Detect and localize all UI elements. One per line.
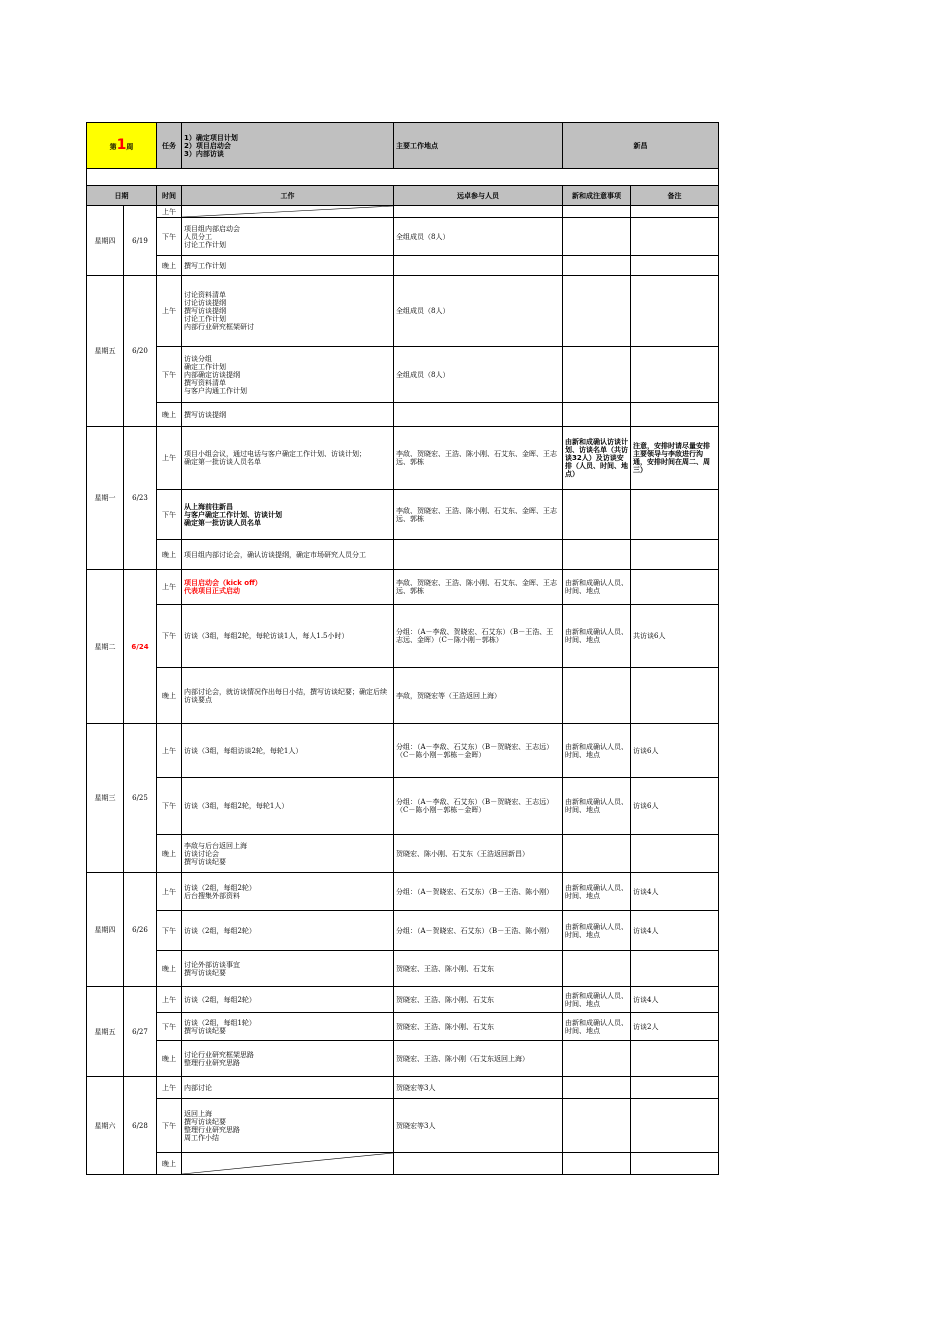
time-cell: 下午 bbox=[157, 1099, 182, 1153]
location-value: 新昌 bbox=[563, 123, 719, 169]
table-row bbox=[87, 778, 719, 835]
notes-cell: 由新和成确认人员、时间、地点 bbox=[563, 873, 631, 911]
date-cell: 6/24 bbox=[124, 570, 157, 724]
people-cell: 贺晓宏、王浩、陈小刚、石艾东 bbox=[394, 987, 563, 1013]
column-header-row bbox=[87, 186, 719, 206]
date-cell: 6/25 bbox=[124, 724, 157, 873]
table-row bbox=[87, 1013, 719, 1041]
remarks-cell bbox=[631, 1099, 719, 1153]
table-row bbox=[87, 987, 719, 1013]
people-cell: 李敌，贺晓宏等（王浩返回上海） bbox=[394, 668, 563, 724]
table-row bbox=[87, 1099, 719, 1153]
notes-cell bbox=[563, 1099, 631, 1153]
notes-cell: 由新和成确认人员、时间、地点 bbox=[563, 724, 631, 778]
date-cell: 6/27 bbox=[124, 987, 157, 1077]
time-cell: 晚上 bbox=[157, 951, 182, 987]
week-suffix: 周 bbox=[126, 142, 134, 151]
work-cell: 项目小组会议，通过电话与客户确定工作计划、访谈计划； 确定第一批访谈人员名单 bbox=[182, 427, 394, 490]
people-cell: 李敌、贺晓宏、王浩、陈小刚、石艾东、金晖、王志远、郭栋 bbox=[394, 427, 563, 490]
header-row bbox=[87, 123, 719, 169]
notes-cell: 由新和成确认人员、时间、地点 bbox=[563, 911, 631, 951]
remarks-cell bbox=[631, 1077, 719, 1099]
people-cell: 李敌、贺晓宏、王浩、陈小刚、石艾东、金晖、王志远、郭栋 bbox=[394, 490, 563, 540]
weekday-cell: 星期四 bbox=[87, 873, 124, 987]
table-row bbox=[87, 403, 719, 427]
remarks-cell bbox=[631, 1041, 719, 1077]
table-row bbox=[87, 256, 719, 276]
table-row bbox=[87, 873, 719, 911]
work-cell: 讨论资料清单 讨论访谈提纲 撰写访谈提纲 讨论工作计划 内部行业研究框架研讨 bbox=[182, 276, 394, 347]
notes-cell bbox=[563, 206, 631, 218]
remarks-cell bbox=[631, 540, 719, 570]
table-row bbox=[87, 951, 719, 987]
remarks-cell: 共访谈6人 bbox=[631, 605, 719, 668]
work-cell: 项目启动会（kick off） 代表项目正式启动 bbox=[182, 570, 394, 605]
time-cell: 上午 bbox=[157, 427, 182, 490]
time-cell: 上午 bbox=[157, 724, 182, 778]
people-cell bbox=[394, 206, 563, 218]
remarks-cell bbox=[631, 206, 719, 218]
notes-cell bbox=[563, 1153, 631, 1175]
empty-diagonal-cell bbox=[182, 1153, 394, 1175]
work-cell: 讨论外部访谈事宜 撰写访谈纪要 bbox=[182, 951, 394, 987]
date-cell: 6/20 bbox=[124, 276, 157, 427]
notes-cell bbox=[563, 256, 631, 276]
time-cell: 下午 bbox=[157, 1013, 182, 1041]
remarks-cell bbox=[631, 951, 719, 987]
date-cell: 6/23 bbox=[124, 427, 157, 570]
people-cell: 贺晓宏等3人 bbox=[394, 1099, 563, 1153]
time-cell: 下午 bbox=[157, 778, 182, 835]
col-date: 日期 bbox=[87, 186, 157, 206]
remarks-cell bbox=[631, 490, 719, 540]
people-cell bbox=[394, 256, 563, 276]
location-label: 主要工作地点 bbox=[394, 123, 563, 169]
remarks-cell: 访谈4人 bbox=[631, 911, 719, 951]
col-people: 远卓参与人员 bbox=[394, 186, 563, 206]
remarks-cell bbox=[631, 1153, 719, 1175]
time-cell: 晚上 bbox=[157, 1041, 182, 1077]
table-row bbox=[87, 1041, 719, 1077]
people-cell: 贺晓宏、王浩、陈小刚、石艾东 bbox=[394, 951, 563, 987]
work-cell: 从上海前往新昌 与客户确定工作计划、访谈计划 确定第一批访谈人员名单 bbox=[182, 490, 394, 540]
time-cell: 上午 bbox=[157, 206, 182, 218]
work-cell: 李敌与后台返回上海 访谈讨论会 撰写访谈纪要 bbox=[182, 835, 394, 873]
table-row bbox=[87, 911, 719, 951]
work-cell: 访谈（2组，每组2轮） bbox=[182, 911, 394, 951]
notes-cell bbox=[563, 1041, 631, 1077]
spacer-row bbox=[87, 169, 719, 186]
notes-cell: 由新和成确认人员、时间、地点 bbox=[563, 987, 631, 1013]
notes-cell: 由新和成确认人员、时间、地点 bbox=[563, 1013, 631, 1041]
remarks-cell bbox=[631, 668, 719, 724]
people-cell: 贺晓宏、王浩、陈小刚、石艾东 bbox=[394, 1013, 563, 1041]
remarks-cell: 访谈4人 bbox=[631, 873, 719, 911]
table-row bbox=[87, 1153, 719, 1175]
spacer-cell bbox=[87, 169, 719, 186]
remarks-cell: 注意，安排时请尽量安排主要领导与李敌进行沟通，安排时间在周二、周三） bbox=[631, 427, 719, 490]
people-cell: 全组成员（8人） bbox=[394, 276, 563, 347]
notes-cell: 由新和成确认人员、时间、地点 bbox=[563, 605, 631, 668]
people-cell bbox=[394, 1153, 563, 1175]
week-prefix: 第 bbox=[109, 142, 117, 151]
notes-cell bbox=[563, 668, 631, 724]
table-row bbox=[87, 605, 719, 668]
time-cell: 下午 bbox=[157, 347, 182, 403]
table-row bbox=[87, 206, 719, 218]
time-cell: 上午 bbox=[157, 987, 182, 1013]
table-row bbox=[87, 835, 719, 873]
notes-cell: 由新和成确认人员、时间、地点 bbox=[563, 778, 631, 835]
notes-cell bbox=[563, 951, 631, 987]
col-remarks: 备注 bbox=[631, 186, 719, 206]
notes-cell: 由新和成确认访谈计划、访谈名单（共访谈32人）及访谈安排（人员、时间、地点） bbox=[563, 427, 631, 490]
weekday-cell: 星期四 bbox=[87, 206, 124, 276]
people-cell: 贺晓宏等3人 bbox=[394, 1077, 563, 1099]
week-number: 1 bbox=[116, 136, 127, 153]
remarks-cell: 访谈4人 bbox=[631, 987, 719, 1013]
people-cell: 分组：（A－贺晓宏、石艾东）（B－王浩、陈小刚） bbox=[394, 911, 563, 951]
people-cell bbox=[394, 403, 563, 427]
weekday-cell: 星期六 bbox=[87, 1077, 124, 1175]
remarks-cell bbox=[631, 256, 719, 276]
people-cell: 分组：（A－李敌、贺晓宏、石艾东）（B－王浩、王志远、金晖）（C－陈小刚－郭栋） bbox=[394, 605, 563, 668]
date-cell: 6/28 bbox=[124, 1077, 157, 1175]
people-cell: 贺晓宏、陈小刚、石艾东（王浩返回新昌） bbox=[394, 835, 563, 873]
time-cell: 上午 bbox=[157, 276, 182, 347]
notes-cell: 由新和成确认人员、时间、地点 bbox=[563, 570, 631, 605]
notes-cell bbox=[563, 218, 631, 256]
table-row bbox=[87, 724, 719, 778]
remarks-cell bbox=[631, 570, 719, 605]
time-cell: 下午 bbox=[157, 490, 182, 540]
people-cell: 贺晓宏、王浩、陈小刚（石艾东返回上海） bbox=[394, 1041, 563, 1077]
remarks-cell bbox=[631, 347, 719, 403]
work-cell: 访谈（2组，每组1轮） 撰写访谈纪要 bbox=[182, 1013, 394, 1041]
date-cell: 6/19 bbox=[124, 206, 157, 276]
table-row bbox=[87, 276, 719, 347]
work-cell: 访谈（2组，每组2轮） 后台搜集外部资料 bbox=[182, 873, 394, 911]
time-cell: 晚上 bbox=[157, 256, 182, 276]
people-cell: 全组成员（8人） bbox=[394, 347, 563, 403]
work-cell: 讨论行业研究框架思路 整理行业研究思路 bbox=[182, 1041, 394, 1077]
col-time: 时间 bbox=[157, 186, 182, 206]
notes-cell bbox=[563, 1077, 631, 1099]
remarks-cell bbox=[631, 835, 719, 873]
schedule-sheet bbox=[86, 122, 719, 1175]
people-cell: 分组：（A－贺晓宏、石艾东）（B－王浩、陈小刚） bbox=[394, 873, 563, 911]
notes-cell bbox=[563, 490, 631, 540]
work-cell: 访谈（3组，每组2轮，每轮1人） bbox=[182, 778, 394, 835]
work-cell: 访谈（3组，每组2轮，每轮访谈1人，每人1.5小时） bbox=[182, 605, 394, 668]
remarks-cell bbox=[631, 218, 719, 256]
people-cell: 分组：（A－李敌、石艾东）（B－贺晓宏、王志远）（C－陈小刚－郭栋－金晖） bbox=[394, 724, 563, 778]
work-cell: 项目组内部讨论会，确认访谈提纲，确定市场研究人员分工 bbox=[182, 540, 394, 570]
table-row bbox=[87, 668, 719, 724]
work-cell: 内部讨论 bbox=[182, 1077, 394, 1099]
remarks-cell: 访谈6人 bbox=[631, 724, 719, 778]
time-cell: 晚上 bbox=[157, 540, 182, 570]
time-cell: 上午 bbox=[157, 873, 182, 911]
col-work: 工作 bbox=[182, 186, 394, 206]
people-cell: 全组成员（8人） bbox=[394, 218, 563, 256]
col-notes: 新和成注意事项 bbox=[563, 186, 631, 206]
time-cell: 上午 bbox=[157, 570, 182, 605]
notes-cell bbox=[563, 835, 631, 873]
work-cell: 项目组内部启动会 人员分工 讨论工作计划 bbox=[182, 218, 394, 256]
table-row bbox=[87, 427, 719, 490]
time-cell: 晚上 bbox=[157, 668, 182, 724]
table-row bbox=[87, 540, 719, 570]
weekday-cell: 星期一 bbox=[87, 427, 124, 570]
remarks-cell bbox=[631, 276, 719, 347]
table-row bbox=[87, 1077, 719, 1099]
work-cell: 访谈（3组，每组访谈2轮，每轮1人） bbox=[182, 724, 394, 778]
weekday-cell: 星期五 bbox=[87, 276, 124, 427]
time-cell: 晚上 bbox=[157, 1153, 182, 1175]
work-cell: 访谈（2组，每组2轮） bbox=[182, 987, 394, 1013]
people-cell: 分组：（A－李敌、石艾东）（B－贺晓宏、王志远）（C－陈小刚－郭栋－金晖） bbox=[394, 778, 563, 835]
table-row bbox=[87, 490, 719, 540]
notes-cell bbox=[563, 540, 631, 570]
work-cell: 撰写访谈提纲 bbox=[182, 403, 394, 427]
work-cell: 返回上海 撰写访谈纪要 整理行业研究思路 周工作小结 bbox=[182, 1099, 394, 1153]
people-cell: 李敌、贺晓宏、王浩、陈小刚、石艾东、金晖、王志远、郭栋 bbox=[394, 570, 563, 605]
time-cell: 下午 bbox=[157, 911, 182, 951]
work-cell: 访谈分组 确定工作计划 内部确定访谈提纲 撰写资料清单 与客户沟通工作计划 bbox=[182, 347, 394, 403]
remarks-cell: 访谈2人 bbox=[631, 1013, 719, 1041]
weekday-cell: 星期五 bbox=[87, 987, 124, 1077]
time-cell: 晚上 bbox=[157, 835, 182, 873]
time-cell: 下午 bbox=[157, 218, 182, 256]
people-cell bbox=[394, 540, 563, 570]
weekday-cell: 星期三 bbox=[87, 724, 124, 873]
table-row bbox=[87, 570, 719, 605]
work-cell: 撰写工作计划 bbox=[182, 256, 394, 276]
task-list: 1）确定项目计划 2）项目启动会 3）内部访谈 bbox=[182, 123, 394, 169]
week-cell bbox=[87, 123, 157, 169]
notes-cell bbox=[563, 347, 631, 403]
task-label: 任务 bbox=[157, 123, 182, 169]
notes-cell bbox=[563, 403, 631, 427]
remarks-cell: 访谈6人 bbox=[631, 778, 719, 835]
date-cell: 6/26 bbox=[124, 873, 157, 987]
weekday-cell: 星期二 bbox=[87, 570, 124, 724]
time-cell: 下午 bbox=[157, 605, 182, 668]
empty-diagonal-cell bbox=[182, 206, 394, 218]
table-row bbox=[87, 218, 719, 256]
work-cell: 内部讨论会，就访谈情况作出每日小结，撰写访谈纪要；确定后续访谈要点 bbox=[182, 668, 394, 724]
time-cell: 晚上 bbox=[157, 403, 182, 427]
notes-cell bbox=[563, 276, 631, 347]
table-row bbox=[87, 347, 719, 403]
time-cell: 上午 bbox=[157, 1077, 182, 1099]
remarks-cell bbox=[631, 403, 719, 427]
